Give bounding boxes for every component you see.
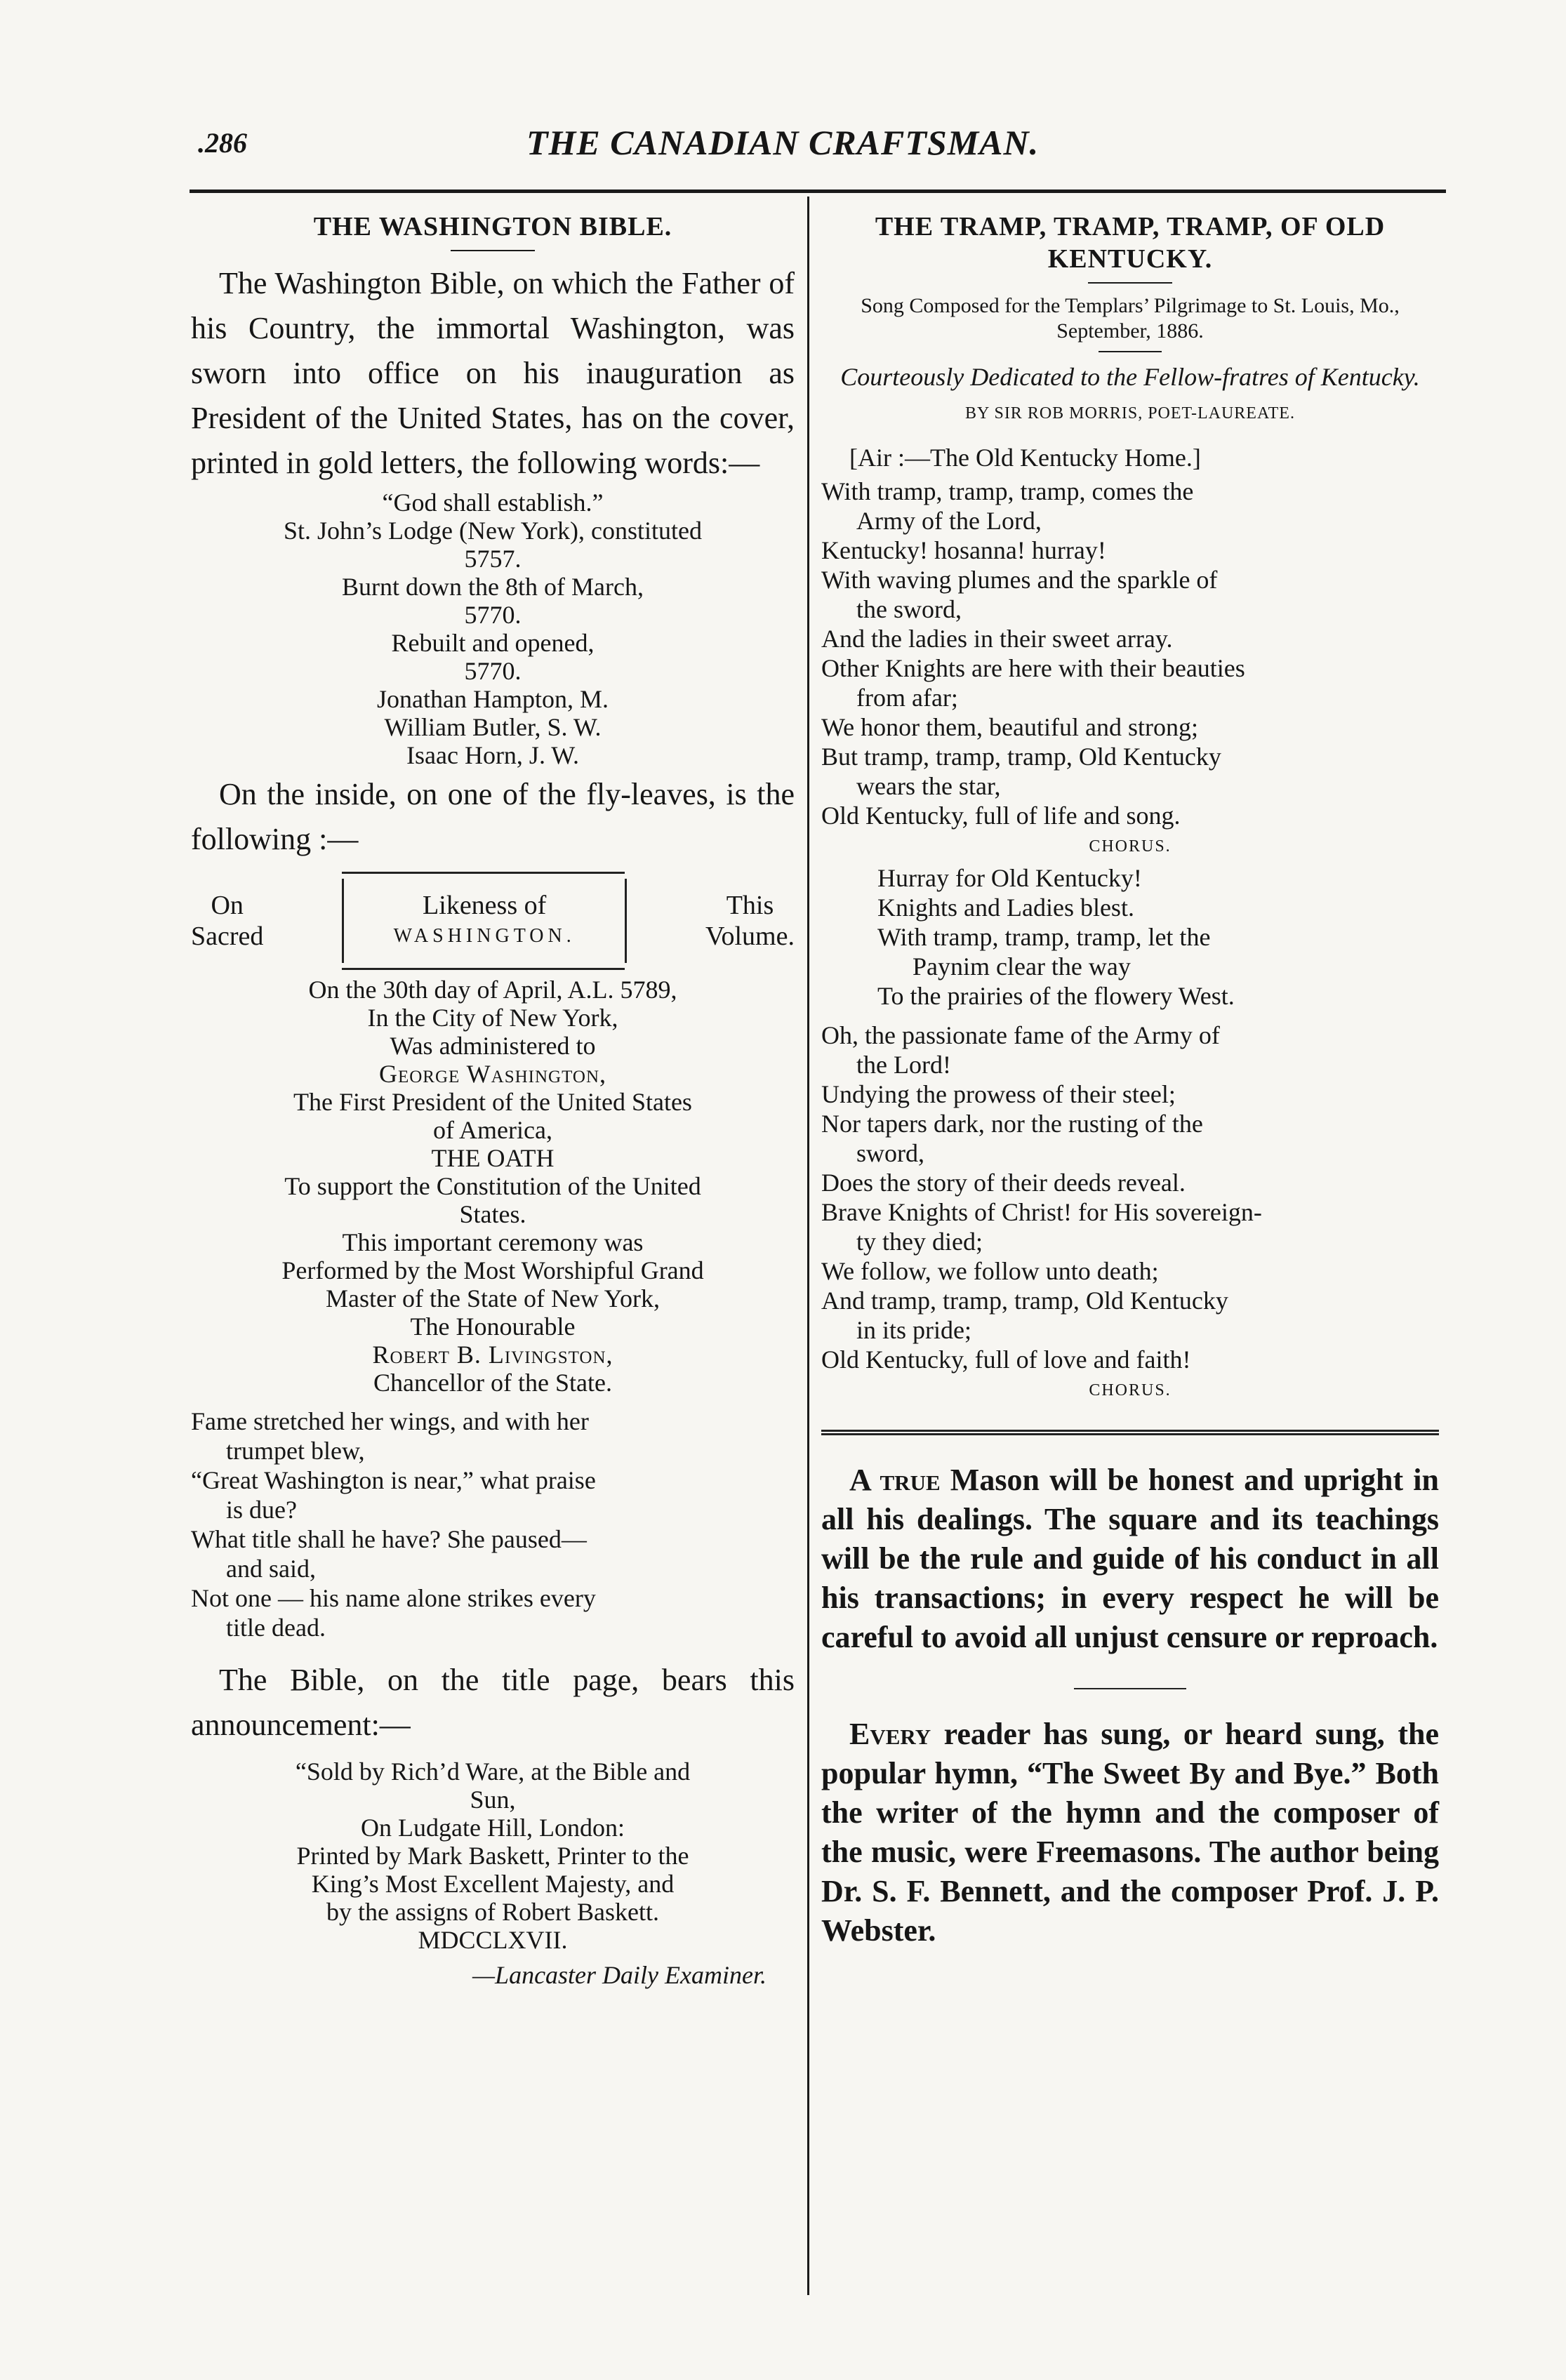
flyleaf-line: States. (459, 1200, 526, 1228)
song-chorus (821, 863, 1439, 1011)
flyleaf-line: THE OATH (431, 1144, 555, 1172)
verse-line: sword, (856, 1139, 924, 1167)
cover-line: “God shall establish.” (382, 488, 604, 517)
cover-line: 5770. (464, 601, 522, 629)
likeness-box-name: WASHINGTON. (393, 925, 576, 947)
title-page-inscription (191, 1757, 795, 1954)
chorus-label: CHORUS. (1089, 837, 1172, 856)
kentucky-song-title: THE TRAMP, TRAMP, TRAMP, OF OLD KENTUCKY. (875, 212, 1386, 274)
chorus-line: With tramp, tramp, tramp, let the (877, 923, 1211, 951)
song-dedication: Courteously Dedicated to the Fellow-fratres of Kentucky. (840, 363, 1420, 391)
likeness-panel (191, 879, 795, 963)
verse-line: Old Kentucky, full of life and song. (821, 802, 1181, 830)
verse-line: Oh, the passionate fame of the Army of (821, 1021, 1220, 1049)
poem-line: What title shall he have? She paused— (191, 1525, 587, 1553)
hymn-lead: Every (849, 1717, 931, 1751)
washington-bible-title: THE WASHINGTON BIBLE. (313, 212, 672, 241)
song-air: [Air :—The Old Kentucky Home.] (849, 444, 1201, 472)
right-column (821, 211, 1439, 1950)
title-page-intro: The Bible, on the title page, bears this announcement:— (191, 1663, 795, 1742)
title-page-line: Printed by Mark Baskett, Printer to the (296, 1842, 689, 1870)
source-credit: —Lancaster Daily Examiner. (472, 1961, 767, 1989)
likeness-right: This Volume. (705, 891, 795, 951)
cover-line: 5770. (464, 657, 522, 685)
song-title-rule (1088, 282, 1172, 284)
title-page-line: On Ludgate Hill, London: (361, 1814, 625, 1842)
chorus-line: Hurray for Old Kentucky! (877, 864, 1142, 892)
page-header (190, 114, 1446, 177)
header-rule (190, 190, 1446, 193)
washington-bible-intro: The Washington Bible, on which the Father of his Country, the immortal Washington, was sworn into office on his inauguration as President of the United States, has on the cover, printed in gold letters, the following words:— (191, 266, 795, 480)
flyleaf-line: Performed by the Most Worshipful Grand (281, 1256, 704, 1284)
section-divider (821, 1428, 1439, 1435)
verse-line: wears the star, (856, 772, 1001, 800)
mason-paragraph (821, 1461, 1439, 1657)
ornament-divider (821, 1671, 1439, 1701)
cover-line: 5757. (464, 545, 522, 573)
title-page-line: Sun, (470, 1786, 516, 1814)
verse-line: the Lord! (856, 1051, 951, 1079)
verse-line: Other Knights are here with their beauties (821, 654, 1245, 682)
column-divider (807, 197, 809, 2295)
cover-line: Jonathan Hampton, M. (377, 685, 609, 713)
hymn-text: reader has sung, or heard sung, the popular hymn, “The Sweet By and Bye.” Both the writer of the hymn and the composer of the music, were Freemasons. The author being Dr. S. F. Bennett, and the composer Prof. J. P. Webster. (821, 1717, 1440, 1948)
chorus-label-2: CHORUS. (1089, 1381, 1172, 1400)
chorus-line: To the prairies of the flowery West. (877, 982, 1235, 1010)
flyleaf-line: Master of the State of New York, (326, 1284, 660, 1312)
hymn-paragraph (821, 1715, 1439, 1950)
verse-line: Old Kentucky, full of love and faith! (821, 1345, 1191, 1374)
verse-line: in its pride; (856, 1316, 971, 1344)
cover-line: Isaac Horn, J. W. (406, 741, 579, 769)
verse-line: Undying the prowess of their steel; (821, 1080, 1176, 1108)
verse-line: Does the story of their deeds reveal. (821, 1169, 1186, 1197)
verse-line: Kentucky! hosanna! hurray! (821, 536, 1106, 564)
fame-poem (191, 1407, 795, 1642)
cover-inscription (191, 488, 795, 769)
poem-line: “Great Washington is near,” what praise (191, 1466, 596, 1494)
poem-line: Fame stretched her wings, and with her (191, 1407, 589, 1435)
title-page-line: King’s Most Excellent Majesty, and (311, 1870, 675, 1898)
song-verse-1 (821, 477, 1439, 830)
mason-text: Mason will be honest and upright in all his dealings. The square and its teachings will be the rule and guide of his conduct in all his transactions; in every respect he will be careful to avoid all unjust censure or reproach. (821, 1463, 1439, 1654)
verse-line: We follow, we follow unto death; (821, 1257, 1159, 1285)
verse-line: the sword, (856, 595, 962, 623)
flyleaf-intro: On the inside, on one of the fly-leaves, is the following :— (191, 777, 795, 856)
cover-line: St. John’s Lodge (New York), constituted (284, 517, 702, 545)
poem-line: Not one — his name alone strikes every (191, 1584, 596, 1612)
verse-line: ty they died; (856, 1228, 983, 1256)
title-page-line: MDCCLXVII. (418, 1926, 568, 1954)
poem-line: trumpet blew, (226, 1437, 365, 1465)
verse-line: With waving plumes and the sparkle of (821, 566, 1218, 594)
verse-line: Army of the Lord, (856, 507, 1042, 535)
song-note: Song Composed for the Templars’ Pilgrimage to St. Louis, Mo., September, 1886. (861, 294, 1400, 343)
mason-lead: A true (849, 1463, 941, 1497)
song-note-rule (1099, 351, 1162, 352)
verse-line: But tramp, tramp, tramp, Old Kentucky (821, 743, 1221, 771)
page-number: .286 (198, 127, 247, 159)
chorus-line: Knights and Ladies blest. (877, 893, 1134, 922)
verse-line: Nor tapers dark, nor the rusting of the (821, 1110, 1203, 1138)
verse-line: And the ladies in their sweet array. (821, 625, 1173, 653)
chorus-line: Paynim clear the way (913, 952, 1131, 980)
flyleaf-inscription (191, 976, 795, 1397)
verse-line: from afar; (856, 684, 958, 712)
likeness-box-label: Likeness of (423, 891, 547, 920)
song-byline: BY SIR ROB MORRIS, POET-LAUREATE. (965, 404, 1295, 423)
left-column (191, 211, 795, 1992)
poem-line: is due? (226, 1496, 297, 1524)
flyleaf-line: On the 30th day of April, A.L. 5789, (308, 976, 677, 1004)
running-title: THE CANADIAN CRAFTSMAN. (526, 123, 1040, 162)
likeness-left: On Sacred (191, 891, 264, 951)
title-page-line: by the assigns of Robert Baskett. (326, 1898, 659, 1926)
likeness-box (342, 879, 627, 963)
verse-line: With tramp, tramp, tramp, comes the (821, 477, 1194, 505)
cover-line: William Butler, S. W. (384, 713, 602, 741)
cover-line: Rebuilt and opened, (391, 629, 595, 657)
flyleaf-line: In the City of New York, (367, 1004, 618, 1032)
poem-line: and said, (226, 1555, 316, 1583)
verse-line: And tramp, tramp, tramp, Old Kentucky (821, 1287, 1228, 1315)
flyleaf-line: The First President of the United States (293, 1088, 692, 1116)
song-verse-2 (821, 1021, 1439, 1374)
poem-line: title dead. (226, 1614, 326, 1642)
cover-line: Burnt down the 8th of March, (342, 573, 644, 601)
flyleaf-line: George Washington, (378, 1060, 607, 1088)
flyleaf-line: of America, (433, 1116, 552, 1144)
flyleaf-line: This important ceremony was (342, 1228, 644, 1256)
flyleaf-line: Was administered to (390, 1032, 596, 1060)
title-page-line: “Sold by Rich’d Ware, at the Bible and (295, 1757, 691, 1786)
verse-line: We honor them, beautiful and strong; (821, 713, 1198, 741)
flyleaf-line: Chancellor of the State. (373, 1369, 612, 1397)
flyleaf-line: The Honourable (410, 1312, 576, 1341)
flyleaf-line: To support the Constitution of the United (284, 1172, 701, 1200)
flyleaf-line: Robert B. Livingston, (372, 1341, 613, 1369)
title-rule (451, 250, 535, 251)
verse-line: Brave Knights of Christ! for His sovereign- (821, 1198, 1262, 1226)
